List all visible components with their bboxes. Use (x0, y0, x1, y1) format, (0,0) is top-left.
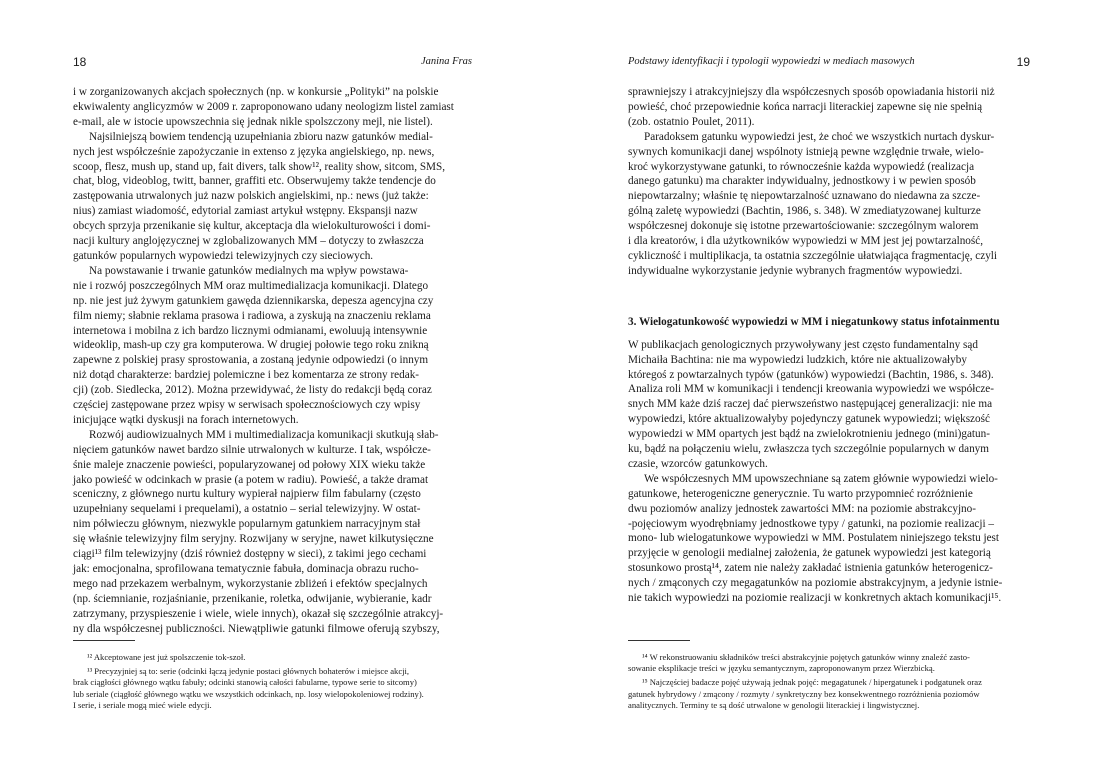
text-line: sywnych komunikacji danej wspólnoty istnieją pewne względnie trwałe, wielo- (628, 145, 984, 158)
section-heading: 3. Wielogatunkowość wypowiedzi w MM i niegatunkowy status infotainmentu (628, 315, 1000, 328)
text-line: nie i rozwój poszczególnych MM oraz multimedializacja komunikacji. Dlatego (73, 279, 429, 292)
text-line: Na powstawanie i trwanie gatunków medialnych ma wpływ powstawa- (89, 264, 409, 277)
footnote-line: ¹⁵ Najczęściej badacze pojęć używają jednak pojęć: megagatunek / hipergatunek i podgatunek oraz (642, 677, 982, 688)
text-line: niż dotąd charakterze: bardziej polemiczne i bez komentarza ze strony redak- (73, 369, 420, 382)
body-text (628, 85, 1030, 606)
text-line: Paradoksem gatunku wypowiedzi jest, że choć we wszystkich nurtach dyskur- (644, 130, 995, 143)
text-line: Analiza roli MM w komunikacji i tendencji kreowania wypowiedzi we współcze- (628, 383, 994, 396)
text-line: nius) zamiast wiadomość, edytorial zamiast artykuł wstępny. Ekspansji nazw (73, 205, 418, 218)
footnote-line: gatunek hybrydowy / zmącony / rozmyty / synkretyczny bez konsekwentnego rozróżnienia poziomów (628, 688, 980, 699)
paragraph-group (628, 338, 1030, 606)
running-head: Podstawy identyfikacji i typologii wypowiedzi w mediach masowych (628, 56, 915, 67)
text-line: nacji kultury anglojęzycznej w zglobalizowanych MM – dotyczy to zwłaszcza (73, 235, 424, 248)
footnotes (73, 652, 477, 711)
text-line: kroć wykorzystywane gatunki, to równocześnie każda wypowiedź (realizacja (628, 160, 975, 173)
text-line: wideoklip, mash-up czy gra komputerowa. W drugiej połowie tego roku znikną (73, 339, 429, 352)
text-line: i w zorganizowanych akcjach społecznych (np. w konkursie „Polityki” na polskie (73, 86, 439, 98)
text-line: gatunków popularnych wypowiedzi telewizyjnych czy sieciowych. (73, 249, 374, 262)
text-line: i dla kreatorów, i dla użytkowników wypowiedzi w MM jest jej powtarzalność, (628, 235, 984, 248)
text-line: inicjujące wątki dyskusji na forach internetowych. (73, 413, 299, 426)
text-line: współczesnej dokonuje się istotne przewartościowanie: szczególnym walorem (628, 220, 979, 233)
text-line: internetowa i mobilna z ich bardzo licznymi odmianami, ewoluują intensywnie (73, 324, 428, 337)
text-line: dwu poziomów analizy jednostek zawartości MM: na poziomie abstrakcyjno- (628, 502, 976, 515)
text-line: niepowtarzalny; właśnie tę niepowtarzalność uznawano do niedawna za szcze- (628, 190, 981, 203)
text-line: wypowiedzi w MM opartych jest bądź na zwielokrotnieniu jednego (mini)gatun- (628, 428, 990, 441)
text-line: nie takich wypowiedzi na poziomie realizacji w konkretnych aktach komunikacji¹⁵. (628, 592, 1002, 605)
text-line: nych / zmąconych czy megagatunków na poziomie abstrakcyjnym, a jedynie istnie- (628, 577, 1003, 590)
text-line: (np. ściemnianie, rozjaśnianie, przenikanie, roletka, odwijanie, wybieranie, kadr (73, 592, 432, 605)
text-line: gólną zaletę wypowiedzi (Bachtin, 1986, s. 348). W zmediatyzowanej kulturze (628, 205, 981, 218)
text-line: W publikacjach genologicznych przywoływany jest często fundamentalny sąd (628, 338, 978, 351)
text-line: sprawniejszy i atrakcyjniejszy dla współczesnych sposób opowiadania historii niż (628, 86, 995, 98)
text-line: ciągi¹³ film telewizyjny (dziś również dostępny w sieci), z takimi jego cechami (73, 548, 427, 561)
text-line: film niemy; słabnie reklama prasowa i radiowa, a zyskują na znaczeniu reklama (73, 309, 431, 322)
text-line: np. nie jest już żywym gatunkiem gawęda dziennikarska, depesza agencyjna czy (73, 294, 434, 307)
text-line: ku, bądź na połączeniu wielu, zwłaszcza tych szczególnie popularnych w danym (628, 443, 989, 456)
text-line: stosunkowo prostą¹⁴, zatem nie należy zakładać istnienia gatunków heterogenicz- (628, 562, 993, 575)
text-line: e-mail, ale w istocie upowszechnia się jednak nikle spolszczony mejl, nie listel). (73, 115, 433, 128)
text-line: wypowiedzi, które aktualizowałyby pojedynczy gatunek wypowiedzi; większość (628, 413, 990, 426)
text-line: chat, blog, videoblog, twitt, banner, graffiti etc. Obserwujemy także tendencje do (73, 175, 436, 188)
text-line: czasie, wzorców gatunkowych. (628, 457, 768, 470)
text-line: nim półwieczu głównym, niezwykle popularnym gatunkiem narracyjnym stał (73, 518, 421, 531)
text-line: ekwiwalenty anglicyzmów w 2009 r. zaproponowano udany neologizm listel zamiast (73, 100, 454, 113)
text-line: się właśnie telewizyjny film seryjny. Rozwijany w seryjne, nawet kilkutysięczne (73, 533, 434, 546)
text-line: przyjęcie w genologii medialnej założenia, że gatunek wypowiedzi jest kategorią (628, 547, 991, 560)
page-number: 19 (1016, 55, 1030, 69)
footnote-line: analitycznych. Terminy te są dość utrwalone w genologii literackiej i lingwistycznej. (628, 699, 920, 710)
footnote-line: sowanie eksplikacje treści w języku semantycznym, zaproponowanym przez Wierzbicką. (628, 663, 935, 674)
text-line: snych MM każe dziś raczej dać pierwszeństwo następującej generalizacji: nie ma (628, 398, 993, 411)
footnote-line: ¹³ Precyzyjniej są to: serie (odcinki łączą jedynie postaci głównych bohaterów i miejsce akcji, (87, 666, 410, 677)
text-line: częściej zastępowane przez wpisy w serwisach społecznościowych czy wpisy (73, 399, 421, 412)
footnote-line: ¹⁴ W rekonstruowaniu składników treści abstrakcyjnie pojętych gatunków winny znaleźć zasto- (642, 652, 970, 662)
text-line: indywidualne wykorzystanie jedynie wybranych fragmentów wypowiedzi. (628, 264, 963, 277)
text-line: mono- lub wielogatunkowe wypowiedzi w MM. Postulatem niniejszego tekstu jest (628, 532, 1000, 545)
text-line: danego gatunku) ma charakter indywidualny, jednostkowy i w pewien sposób (628, 175, 976, 188)
right-page (550, 0, 1100, 777)
body-text (73, 85, 475, 637)
text-line: cykliczność i multiplikacja, ta ostatnia szczególnie ułatwiająca fragmentację, czyli (628, 249, 998, 262)
footnote-line: lub seriale (ciągłość głównego wątku we wszystkich odcinkach, np. losy wielopokoleniowej rodziny). (73, 688, 424, 699)
text-line: Michaiła Bachtina: nie ma wypowiedzi ludzkich, które nie aktualizowałyby (628, 353, 967, 366)
text-line: uzupełniany sequelami i prequelami), a ostatnio – serial telewizyjny. W ostat- (73, 503, 421, 516)
text-line: jako powieść w odcinkach w prasie (a potem w radiu). Powieść, a także dramat (73, 473, 429, 486)
text-line: któregoś z powtarzalnych typów (gatunków) wypowiedzi (Bachtin, 1986, s. 348). (628, 368, 994, 381)
footnote-line: brak ciągłości głównego wątku fabuły; odcinki stanowią całości fabularne, typowe serie to sitcomy) (73, 677, 417, 688)
text-line: cji) (zob. Siedlecka, 2012). Można przewidywać, że listy do redakcji będą coraz (73, 384, 432, 397)
text-line: zastępowania utrwalonych już nazw polskich angielskimi, np.: news (już także: (73, 190, 429, 203)
text-line: śnie maleje znaczenie powieści, popularyzowanej od połowy XIX wieku także (73, 458, 426, 471)
text-line: mego nad przekazem werbalnym, wykorzystanie zbliżeń i efektów specjalnych (73, 577, 428, 590)
text-line: Najsilniejszą bowiem tendencją uzupełniania zbioru nazw gatunków medial- (89, 130, 433, 143)
footnotes (628, 652, 1032, 711)
text-line: We współczesnych MM upowszechniane są zatem głównie wypowiedzi wielo- (644, 472, 998, 485)
footnote-line: I serie, i seriale mogą mieć wiele edycji. (73, 699, 212, 710)
text-line: scoop, flesz, mush up, stand up, fait divers, talk show¹², reality show, sitcom, SMS, (73, 160, 446, 173)
footnote-rule (73, 640, 135, 641)
running-head: Janina Fras (420, 56, 472, 67)
text-line: zatrzymany, przyspieszenie i wiele, wiele innych), okazał się szczególnie atrakcyj- (73, 607, 444, 620)
text-line: gatunkowe, heterogeniczne generycznie. Tu warto przypomnieć rozróżnienie (628, 487, 973, 500)
text-line: powieść, choć przepowiednie końca narracji literackiej zapewne się nie spełnią (628, 100, 983, 113)
text-line: jak: emocjonalna, sprofilowana tematycznie fabuła, dominacja obrazu rucho- (73, 563, 419, 575)
text-line: nych jest współcześnie zapożyczanie in extenso z języka angielskiego, np. news, (73, 145, 435, 158)
footnote-rule (628, 640, 690, 641)
text-line: -pojęciowym wyodrębniamy jednostkowe typy / gatunki, na poziomie realizacji – (628, 517, 994, 530)
page-number: 18 (73, 55, 87, 69)
text-line: Rozwój audiowizualnych MM i multimedializacja komunikacji skutkują słab- (89, 428, 439, 441)
text-line: zapewne z polskiej prasy sprostowania, a zostaną jedynie odpowiedzi (o innym (73, 354, 429, 367)
text-line: ny dla współczesnej publiczności. Niewątpliwie gatunki filmowe oferują szybszy, (73, 622, 440, 635)
text-line: nięciem gatunków nawet bardzo silnie utrwalonych w kulturze. I tak, współcze- (73, 443, 431, 456)
paragraph-group (628, 85, 1030, 279)
footnote-line: ¹² Akceptowane jest już spolszczenie tok-szoł. (87, 652, 246, 662)
text-line: sceniczny, z głównego nurtu kultury wypierał najpierw film fabularny (często (73, 488, 421, 501)
text-line: obcych sprzyja przenikanie się kultur, akceptacja dla wielokulturowości i domi- (73, 220, 431, 233)
text-line: (zob. ostatnio Poulet, 2011). (628, 115, 755, 128)
